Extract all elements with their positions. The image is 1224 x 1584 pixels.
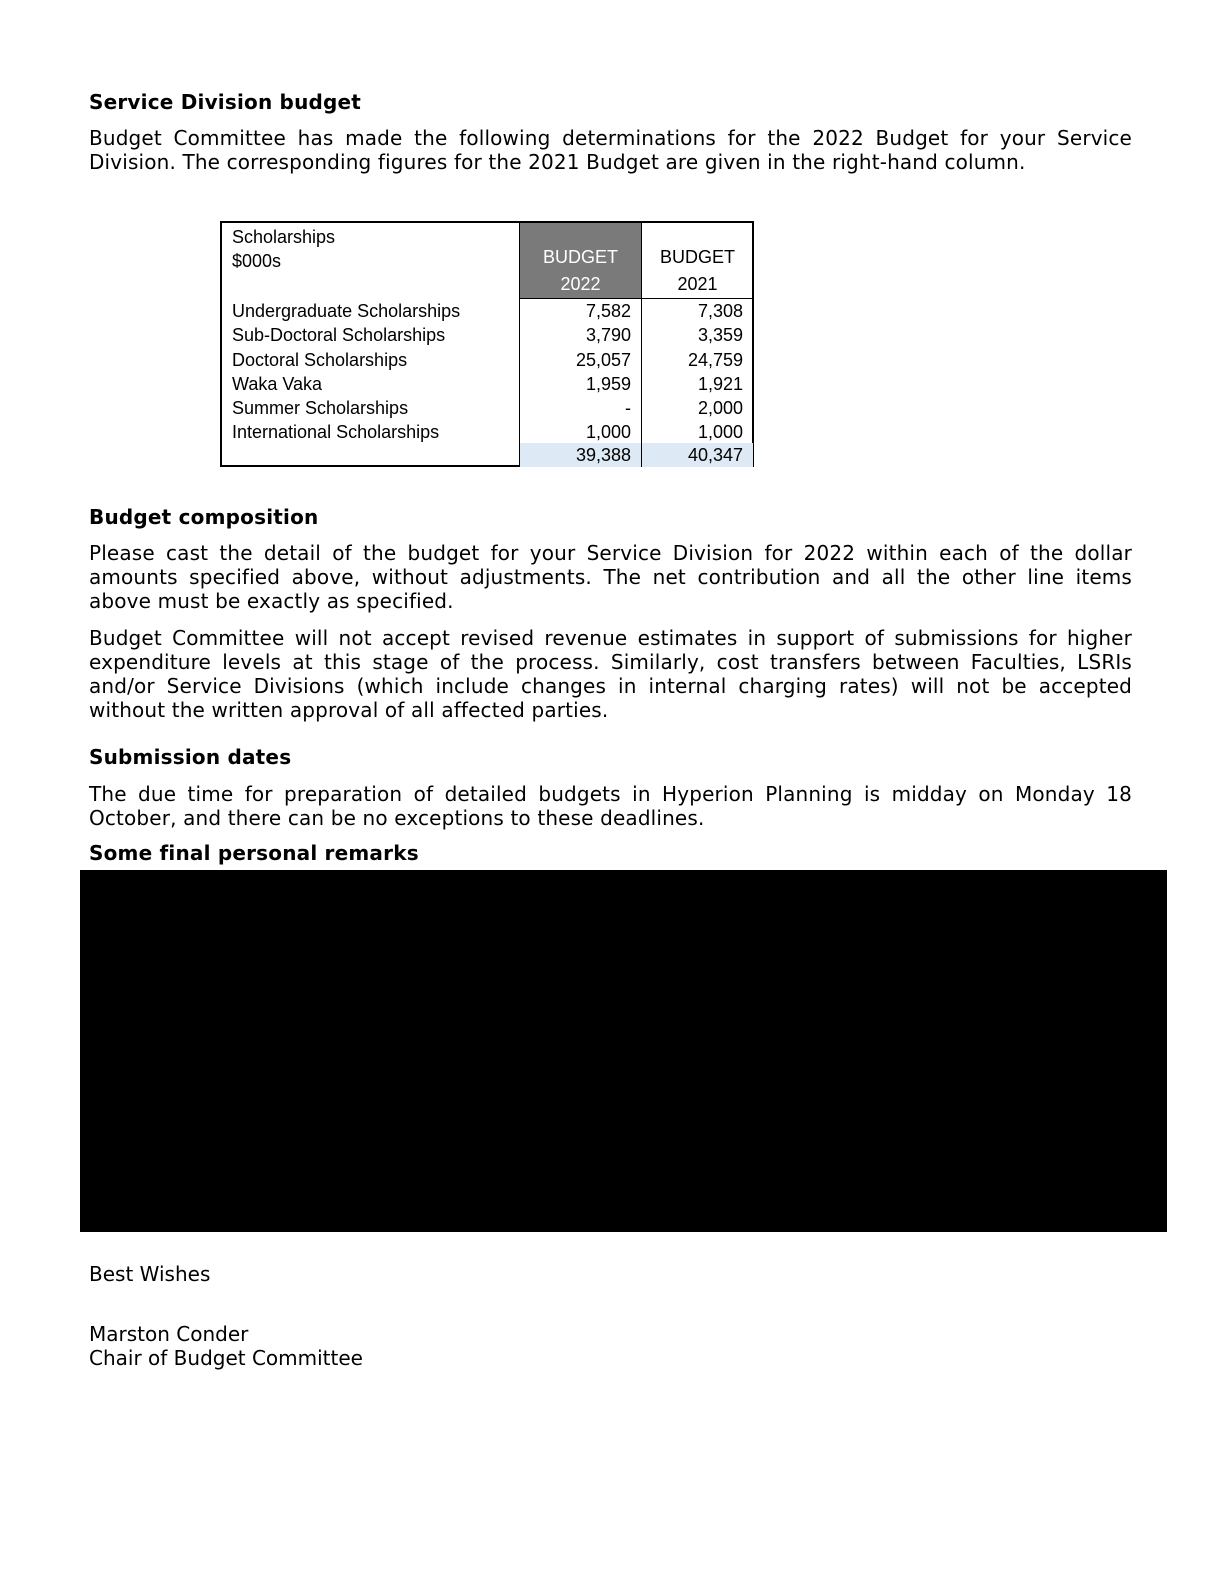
section-heading: Budget composition xyxy=(89,505,319,529)
row-label: Waka Vaka xyxy=(232,373,323,394)
section-heading: Some final personal remarks xyxy=(89,841,419,865)
table-header-label xyxy=(232,225,335,273)
value-cell: 3,359 xyxy=(697,325,743,346)
value-cell: 7,308 xyxy=(697,301,743,321)
label-column xyxy=(232,223,517,465)
paragraph: Budget Committee will not accept revised revenue estimates in support of submissions for higher expenditure levels at this stage of the process. Similarly, cost transfers between Faculties, LSRIs and/or Service Divisions (which include changes in internal charging rates) will not be accepted without the written approval of all affected parties. xyxy=(89,626,1132,722)
budget-2022-values xyxy=(520,299,641,445)
section-final-remarks xyxy=(89,841,1132,865)
section-heading: Service Division budget xyxy=(89,90,362,114)
paragraph: Budget Committee has made the following determinations for the 2022 Budget for your Service Division. The corresponding figures for the 2021 Budget are given in the right-hand column. xyxy=(89,126,1132,174)
section-paragraph-block xyxy=(89,626,1132,722)
budget-2021-values xyxy=(642,299,753,445)
section-budget-composition xyxy=(89,505,1132,529)
row-label: Summer Scholarships xyxy=(232,398,409,419)
signature-block xyxy=(89,1322,1132,1370)
total-2021: 40,347 xyxy=(642,443,753,467)
section-submission-dates xyxy=(89,745,1132,769)
row-label: International Scholarships xyxy=(232,422,440,443)
value-cell: 1,959 xyxy=(585,373,631,394)
header-year-label: 2022 xyxy=(560,274,601,294)
paragraph: Please cast the detail of the budget for your Service Division for 2022 within each of the dollar amounts specified above, without adjustments. The net contribution and all the other line items above must be exactly as specified. xyxy=(89,541,1132,613)
table-header-line1: Scholarships xyxy=(232,227,336,247)
header-budget-label: BUDGET xyxy=(542,247,618,267)
header-budget-label: BUDGET xyxy=(659,247,735,267)
value-cell: 25,057 xyxy=(575,349,631,370)
scholarships-budget-table xyxy=(220,221,754,467)
value-cell: 2,000 xyxy=(697,398,743,419)
row-label: Undergraduate Scholarships xyxy=(232,301,461,321)
value-cell: 1,921 xyxy=(697,373,743,394)
value-cell: 7,582 xyxy=(585,301,631,321)
section-heading: Submission dates xyxy=(89,745,292,769)
row-label: Sub-Doctoral Scholarships xyxy=(232,325,446,346)
section-service-division xyxy=(89,90,1132,114)
section-paragraph-block xyxy=(89,782,1132,830)
value-cell: 1,000 xyxy=(585,422,631,443)
value-cell: 1,000 xyxy=(697,422,743,443)
total-2022: 39,388 xyxy=(520,443,641,467)
salutation: Best Wishes xyxy=(89,1262,211,1286)
budget-2022-header xyxy=(520,223,641,298)
redacted-block xyxy=(80,870,1167,1232)
row-labels xyxy=(232,299,460,445)
value-cell: - xyxy=(625,398,631,419)
row-label: Doctoral Scholarships xyxy=(232,349,408,370)
signatory-name: Marston Conder xyxy=(89,1322,249,1346)
budget-2021-header xyxy=(642,223,753,298)
table-header-line2: $000s xyxy=(232,251,282,271)
signatory-title: Chair of Budget Committee xyxy=(89,1346,363,1370)
header-year-label: 2021 xyxy=(677,274,718,294)
section-paragraph-block xyxy=(89,126,1132,174)
section-paragraph-block xyxy=(89,541,1132,613)
paragraph: The due time for preparation of detailed budgets in Hyperion Planning is midday on Monday 18 October, and there can be no exceptions to these deadlines. xyxy=(89,782,1132,830)
value-cell: 24,759 xyxy=(687,349,743,370)
budget-2022-column xyxy=(520,223,641,465)
budget-2021-column xyxy=(642,223,753,465)
closing-salutation-block xyxy=(89,1262,1132,1286)
value-cell: 3,790 xyxy=(585,325,631,346)
